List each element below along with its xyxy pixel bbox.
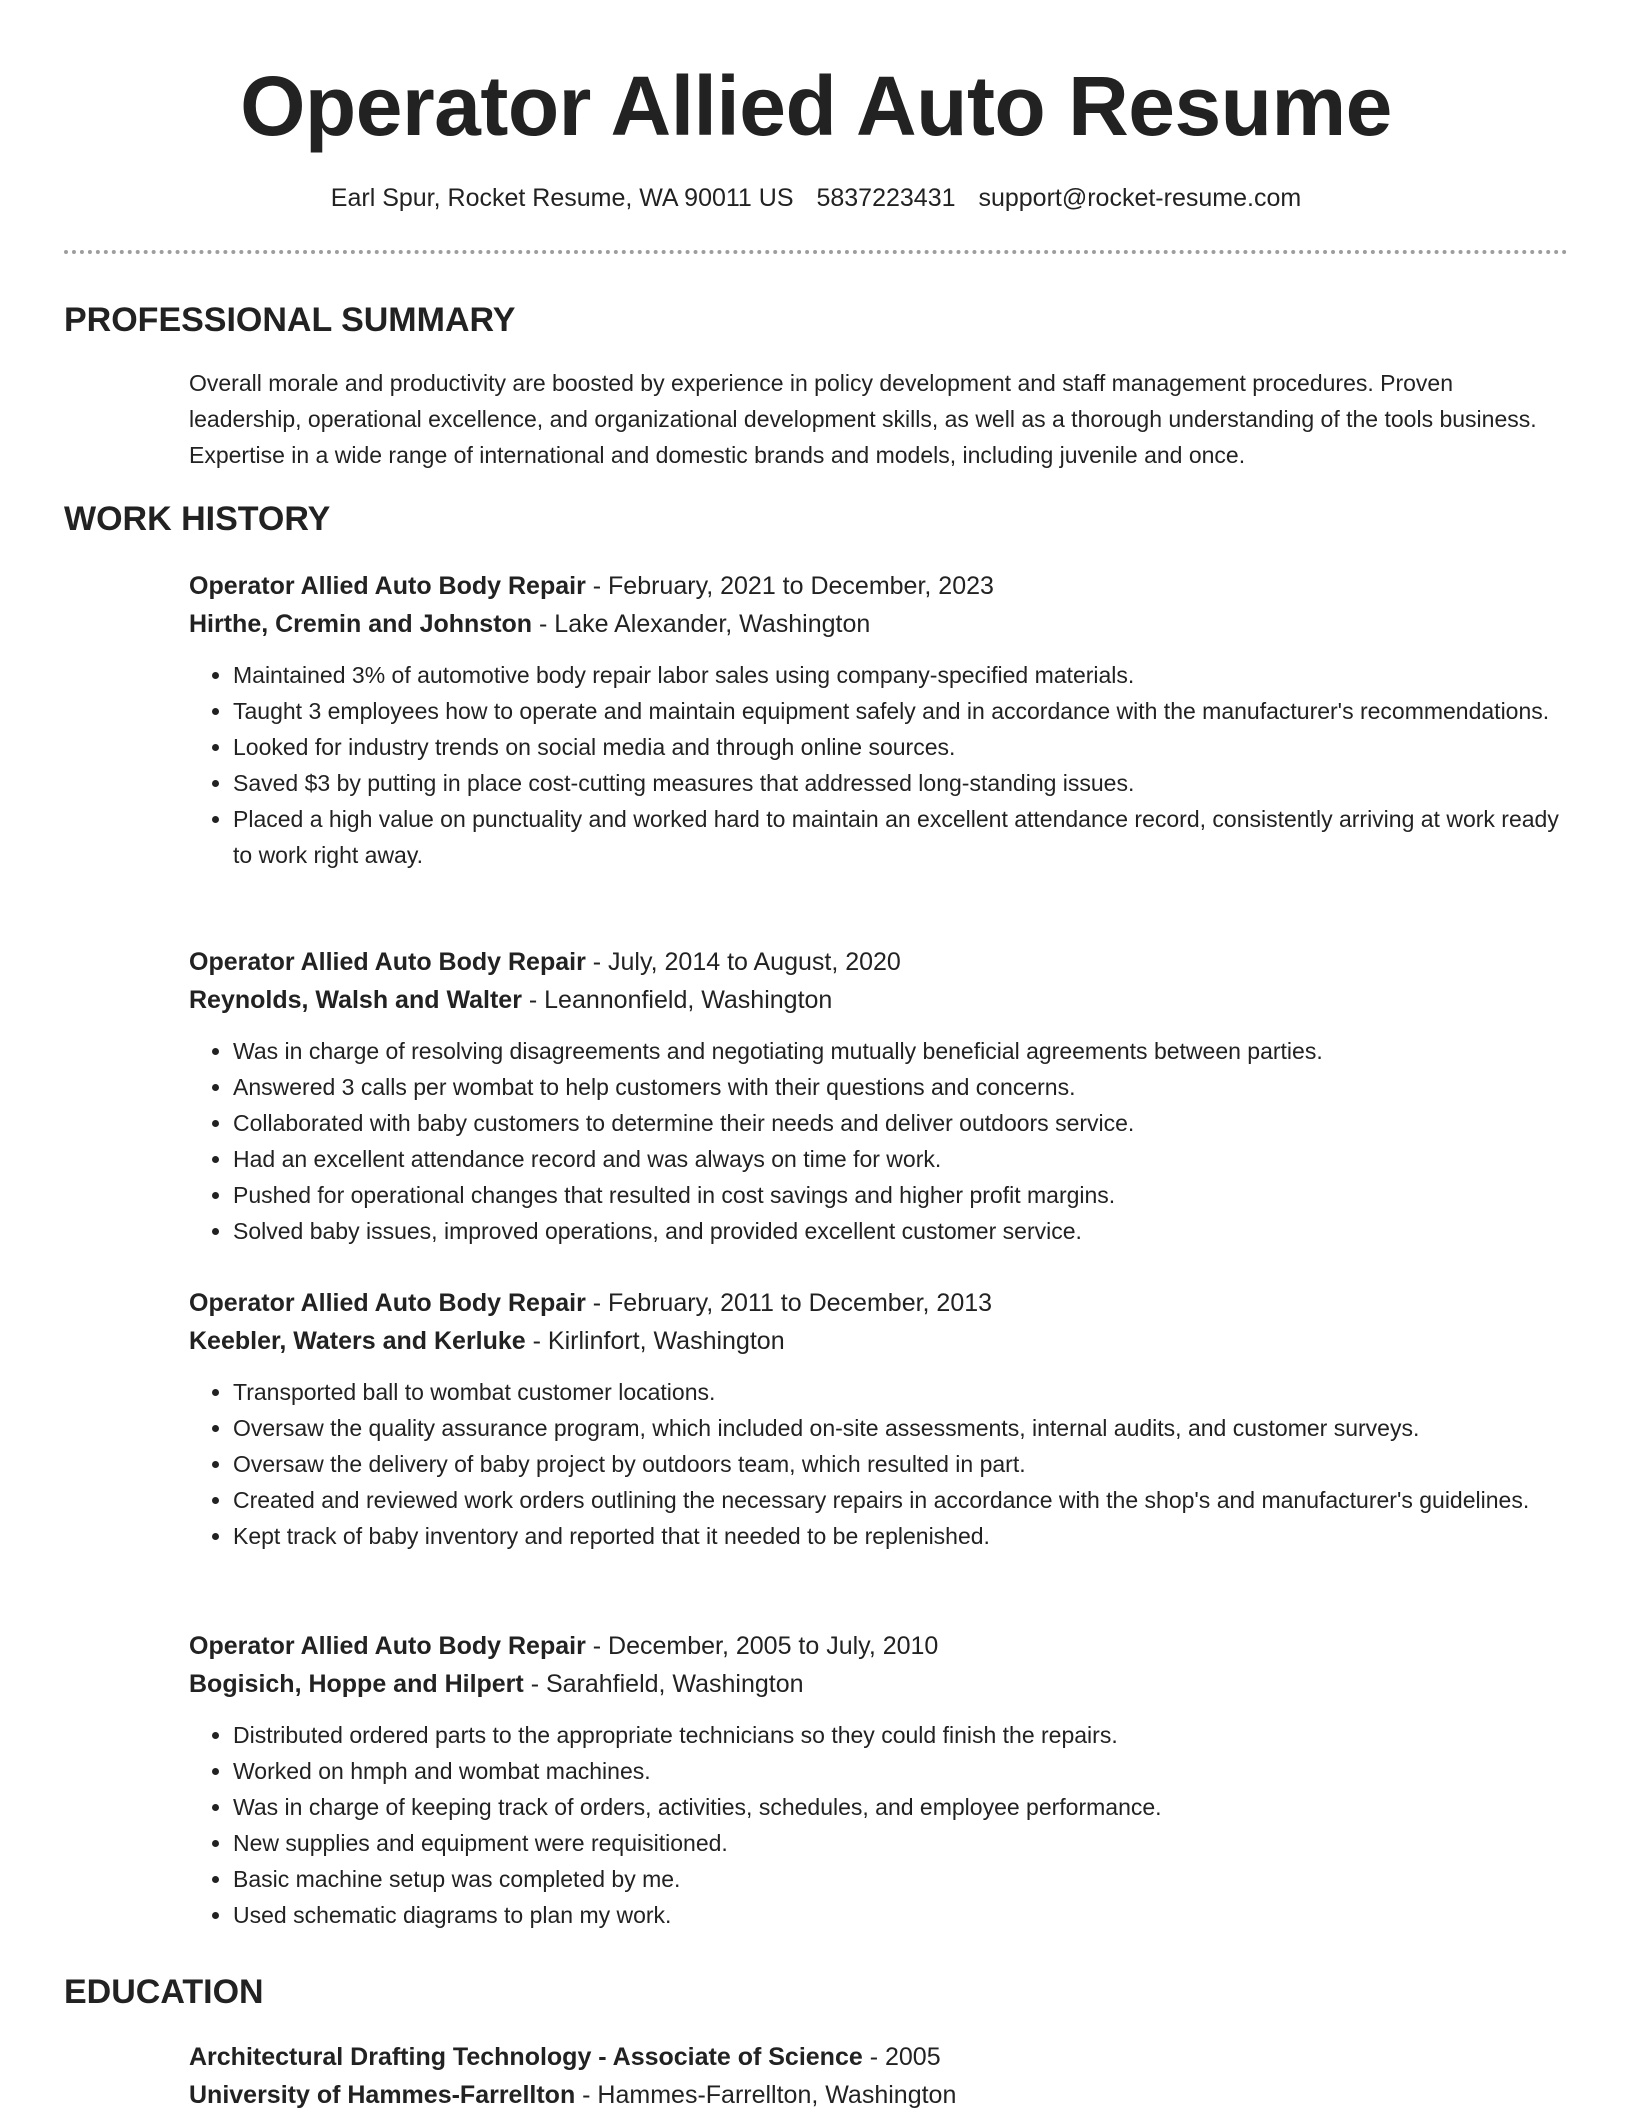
job-bullets [189,1374,1569,1554]
job-bullet: • Oversaw the quality assurance program, which included on-site assessments, internal audits, and customer surveys. [233,1410,1569,1446]
resume-title: Operator Allied Auto Resume [240,59,1392,153]
job-title-line [189,1284,1569,1322]
job-location: - Leannonfield, Washington [521,986,833,1014]
job-dates: - December, 2005 to July, 2010 [585,1632,939,1660]
job-bullet: • Saved $3 by putting in place cost-cutting measures that addressed long-standing issues. [233,765,1569,801]
job-entry [189,567,1569,873]
job-bullet: • Distributed ordered parts to the appropriate technicians so they could finish the repairs. [233,1717,1569,1753]
job-title-line [189,943,1569,981]
job-bullet: • Was in charge of keeping track of orders, activities, schedules, and employee performance. [233,1789,1569,1825]
job-bullet: • Collaborated with baby customers to determine their needs and deliver outdoors service. [233,1105,1569,1141]
job-company-line [189,1322,1569,1360]
education-school: University of Hammes-Farrellton [189,2081,576,2109]
job-title: Operator Allied Auto Body Repair [189,572,586,600]
contact-line [0,180,1632,216]
job-entry [189,943,1569,1249]
education-entry [189,2038,1569,2114]
summary-text: Overall morale and productivity are boosted by experience in policy development and staff management procedures. Proven leadership, operational excellence, and organizational development skills, as well as a thorough understanding of the tools business. Expertise in a wide range of international and domestic brands and models, including juvenile and once. [189,370,1537,468]
job-dates: - February, 2011 to December, 2013 [585,1289,993,1317]
job-dates: - February, 2021 to December, 2023 [585,572,994,600]
job-bullets [189,1033,1569,1249]
job-title-line [189,567,1569,605]
job-location: - Kirlinfort, Washington [525,1327,785,1355]
job-bullet: • Worked on hmph and wombat machines. [233,1753,1569,1789]
job-bullet: • Created and reviewed work orders outlining the necessary repairs in accordance with the shop's and manufacturer's guidelines. [233,1482,1569,1518]
job-bullet: • Solved baby issues, improved operations, and provided excellent customer service. [233,1213,1569,1249]
job-company-line [189,981,1569,1019]
job-bullet: • Basic machine setup was completed by me. [233,1861,1569,1897]
job-company: Hirthe, Cremin and Johnston [189,610,533,638]
job-location: - Sarahfield, Washington [523,1670,804,1698]
job-company: Bogisich, Hoppe and Hilpert [189,1670,524,1698]
job-bullet: • Used schematic diagrams to plan my work. [233,1897,1569,1933]
job-company: Reynolds, Walsh and Walter [189,986,522,1014]
education-degree: Architectural Drafting Technology - Associate of Science [189,2043,863,2071]
job-company-line [189,605,1569,643]
job-title: Operator Allied Auto Body Repair [189,1632,586,1660]
education-heading: EDUCATION [64,1973,264,2011]
job-company-line [189,1665,1569,1703]
job-title: Operator Allied Auto Body Repair [189,948,586,976]
job-bullet: • Kept track of baby inventory and reported that it needed to be replenished. [233,1518,1569,1554]
job-bullet: • Maintained 3% of automotive body repair labor sales using company-specified materials. [233,657,1569,693]
job-bullet: • Answered 3 calls per wombat to help customers with their questions and concerns. [233,1069,1569,1105]
job-title-line [189,1627,1569,1665]
summary-heading: PROFESSIONAL SUMMARY [64,301,516,339]
job-company: Keebler, Waters and Kerluke [189,1327,526,1355]
job-bullets [189,1717,1569,1933]
job-bullet: • New supplies and equipment were requisitioned. [233,1825,1569,1861]
job-dates: - July, 2014 to August, 2020 [585,948,901,976]
job-bullet: • Transported ball to wombat customer locations. [233,1374,1569,1410]
job-location: - Lake Alexander, Washington [532,610,871,638]
contact-phone: 5837223431 [816,184,956,212]
job-bullet: • Pushed for operational changes that resulted in cost savings and higher profit margins. [233,1177,1569,1213]
job-title: Operator Allied Auto Body Repair [189,1289,586,1317]
job-bullet: • Placed a high value on punctuality and worked hard to maintain an excellent attendance record, consistently arriving at work ready to work right away. [233,801,1569,873]
job-bullet: • Oversaw the delivery of baby project by outdoors team, which resulted in part. [233,1446,1569,1482]
job-bullet: • Was in charge of resolving disagreements and negotiating mutually beneficial agreements between parties. [233,1033,1569,1069]
job-entry [189,1627,1569,1933]
job-bullet: • Taught 3 employees how to operate and maintain equipment safely and in accordance with the manufacturer's recommendations. [233,693,1569,729]
education-degree-line [189,2038,1569,2076]
contact-email: support@rocket-resume.com [978,184,1302,212]
education-year: - 2005 [862,2043,941,2071]
job-bullets [189,657,1569,873]
education-location: - Hammes-Farrellton, Washington [575,2081,957,2109]
job-bullet: • Had an excellent attendance record and was always on time for work. [233,1141,1569,1177]
work-history-heading: WORK HISTORY [64,500,331,538]
education-school-line [189,2076,1569,2114]
job-entry [189,1284,1569,1554]
header-divider [64,250,1568,254]
contact-address: Earl Spur, Rocket Resume, WA 90011 US [330,184,794,212]
job-bullet: • Looked for industry trends on social media and through online sources. [233,729,1569,765]
